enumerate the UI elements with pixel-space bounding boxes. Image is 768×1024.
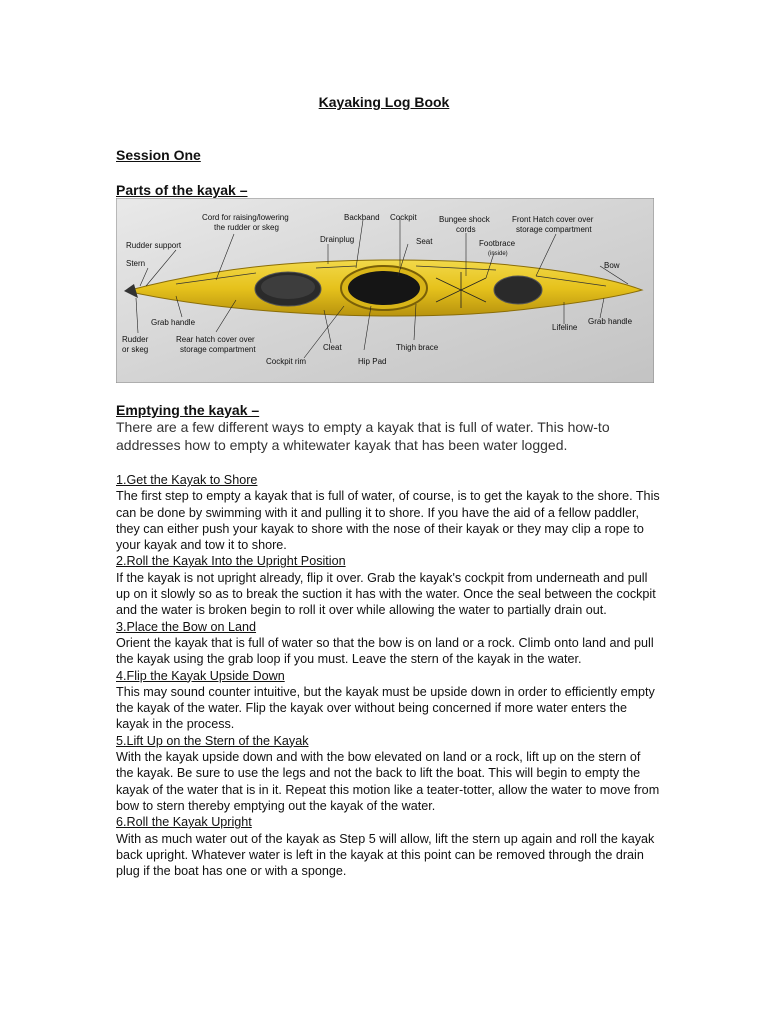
kayak-diagram xyxy=(116,198,654,383)
label-front-hatch-2: storage compartment xyxy=(516,225,592,234)
label-rudder-2: or skeg xyxy=(122,345,149,354)
label-bow: Bow xyxy=(604,261,620,270)
parts-heading: Parts of the kayak – xyxy=(116,182,248,198)
label-rear-hatch: Rear hatch cover over xyxy=(176,335,255,344)
step-body: This may sound counter intuitive, but the kayak must be upside down in order to efficiently empty the kayak of the water. Flip the kayak over without being concerned if more water enters the kayak in the process. xyxy=(116,684,655,732)
step-body: If the kayak is not upright already, flip it over. Grab the kayak's cockpit from underneath and pull up on it slowly so as to break the suction it has with the water. Once the seal between the cockpit and the water is broken begin to roll it over while allowing the water to partially drain out. xyxy=(116,570,656,618)
label-seat: Seat xyxy=(416,237,433,246)
step-body: With the kayak upside down and with the bow elevated on land or a rock, lift up on the stern of the kayak. Be sure to use the legs and not the back to lift the boat. This will begin to empty the kayak of the water that is in it. Repeat this motion like a teater-totter, allow the water to move from bow to stern thereby emptying out the kayak of the water. xyxy=(116,750,660,813)
emptying-heading: Emptying the kayak – xyxy=(116,402,260,418)
label-cord: Cord for raising/lowering xyxy=(202,213,289,222)
label-front-hatch: Front Hatch cover over xyxy=(512,215,594,224)
step-4 xyxy=(116,668,661,733)
steps-list xyxy=(116,472,661,879)
step-heading: 2.Roll the Kayak Into the Upright Position xyxy=(116,554,346,569)
step-6 xyxy=(116,814,661,879)
document-title: Kayaking Log Book xyxy=(318,94,450,110)
label-bungee: Bungee shock xyxy=(439,215,490,224)
step-body: The first step to empty a kayak that is full of water, of course, is to get the kayak to the shore. This can be done by swimming with it and pulling it to shore. If you have the aid of a fellow paddler, they can either push your kayak to shore with the nose of their kayak or they may clip a rope to your kayak and tow it to shore. xyxy=(116,489,660,553)
step-2 xyxy=(116,553,661,618)
label-grab-handle-right: Grab handle xyxy=(588,317,633,326)
label-footbrace-inside: (inside) xyxy=(488,251,508,257)
step-heading: 5.Lift Up on the Stern of the Kayak xyxy=(116,733,309,748)
label-cockpit-rim: Cockpit rim xyxy=(266,357,307,366)
label-grab-handle-left: Grab handle xyxy=(151,318,196,327)
label-stern: Stern xyxy=(126,259,146,268)
label-rudder-support: Rudder support xyxy=(126,241,182,250)
step-heading: 1.Get the Kayak to Shore xyxy=(116,473,258,487)
label-thigh-brace: Thigh brace xyxy=(396,343,439,352)
label-drainplug: Drainplug xyxy=(320,235,355,244)
label-cleat: Cleat xyxy=(323,343,342,352)
label-backband: Backband xyxy=(344,213,380,222)
label-lifeline: Lifeline xyxy=(552,323,578,332)
step-1 xyxy=(116,472,661,553)
label-footbrace: Footbrace xyxy=(479,239,516,248)
step-5 xyxy=(116,733,661,814)
label-cord-2: the rudder or skeg xyxy=(214,223,279,232)
step-body: Orient the kayak that is full of water so that the bow is on land or a rock. Climb onto land and pull the kayak using the grab loop if you must. Leave the stern of the kayak in the water. xyxy=(116,635,654,667)
step-3 xyxy=(116,619,661,668)
label-hip-pad: Hip Pad xyxy=(358,357,387,366)
intro-paragraph: There are a few different ways to empty a kayak that is full of water. This how-to addresses how to empty a whitewater kayak that has been water logged. xyxy=(116,419,610,453)
step-heading: 6.Roll the Kayak Upright xyxy=(116,815,252,830)
label-rudder: Rudder xyxy=(122,335,149,344)
step-body: With as much water out of the kayak as Step 5 will allow, lift the stern up again and roll the kayak back upright. Whatever water is left in the kayak at this point can be removed through the drain plug if the boat has one or with a sponge. xyxy=(116,831,655,879)
step-heading: 4.Flip the Kayak Upside Down xyxy=(116,668,285,683)
label-bungee-2: cords xyxy=(456,225,476,234)
label-rear-hatch-2: storage compartment xyxy=(180,345,256,354)
session-heading: Session One xyxy=(116,147,201,163)
label-cockpit: Cockpit xyxy=(390,213,417,222)
step-heading: 3.Place the Bow on Land xyxy=(116,619,257,634)
